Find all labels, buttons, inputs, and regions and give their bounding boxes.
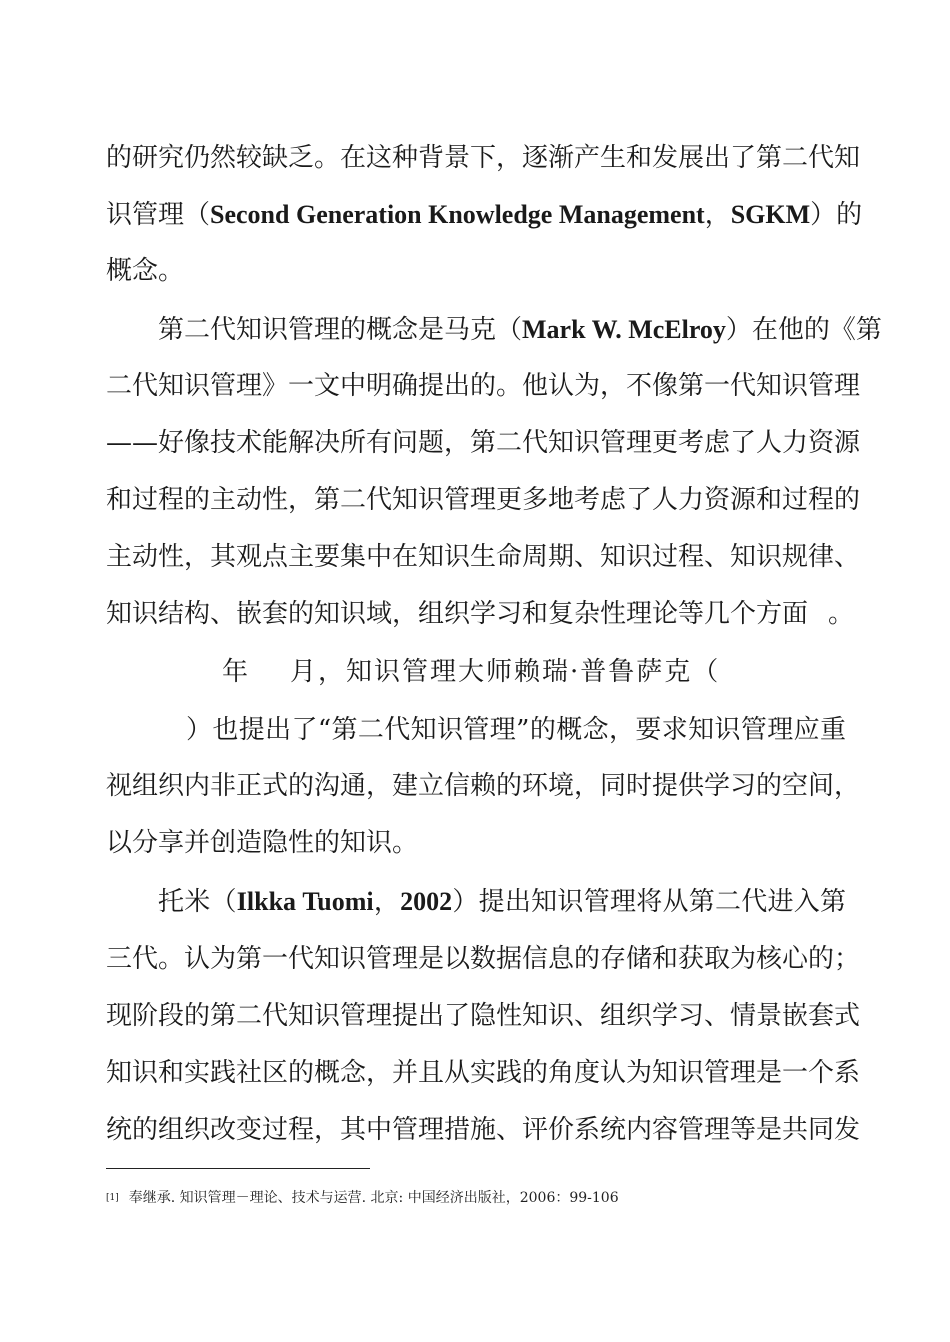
text-segment: ）提出知识管理将从第二代进入第 [452,887,846,917]
person-name: Mark W. McElroy [522,315,726,344]
footnote-marker: [1] [106,1193,119,1203]
text-segment: ， [704,200,731,230]
text-line-5: 二代知识管理》一文中明确提出的。他认为，不像第一代知识管理 [106,371,861,401]
text-segment: 。 [828,599,855,629]
text-line-10 [222,647,742,697]
text-segment: 年 [222,657,251,687]
acronym-term: SGKM [730,200,811,229]
text-line-9 [106,589,855,639]
footnote [106,1188,619,1208]
text-line-1: 的研究仍然较缺乏。在这种背景下，逐渐产生和发展出了第二代知 [106,143,861,173]
year: 2002 [400,887,453,916]
text-line-4 [158,305,882,355]
text-line-8: 主动性，其观点主要集中在知识生命周期、知识过程、知识规律、 [106,542,861,572]
text-line-17: 知识和实践社区的概念，并且从实践的角度认为知识管理是一个系 [106,1058,861,1088]
text-line-12: 视组织内非正式的沟通，建立信赖的环境，同时提供学习的空间， [106,771,861,801]
text-segment: ）在他的《第 [725,315,882,345]
text-segment: 知识结构、嵌套的知识域，组织学习和复杂性理论等几个方面 [106,599,809,629]
person-name: Ilkka Tuomi [236,887,374,916]
text-line-15: 三代。认为第一代知识管理是以数据信息的存储和获取为核心的； [106,944,861,974]
text-segment: 识管理（ [106,200,211,230]
text-line-2 [106,190,863,240]
text-segment: 第二代知识管理的概念是马克（ [158,315,523,345]
text-line-6: ——好像技术能解决所有问题，第二代知识管理更考虑了人力资源 [106,428,861,458]
text-segment: 托米（ [158,887,237,917]
text-line-14 [158,877,846,927]
text-line-18: 统的组织改变过程，其中管理措施、评价系统内容管理等是共同发 [106,1115,861,1145]
text-segment: ， [373,887,401,917]
footnote-divider [106,1168,370,1169]
footnote-text: 奉继承. 知识管理－理论、技术与运营. 北京: 中国经济出版社，2006：99-106 [128,1190,619,1206]
text-segment: ）的 [810,200,863,230]
text-line-7: 和过程的主动性，第二代知识管理更多地考虑了人力资源和过程的 [106,485,861,515]
text-line-13: 以分享并创造隐性的知识。 [106,828,419,858]
text-line-3: 概念。 [106,256,185,286]
text-segment: 月，知识管理大师赖瑞·普鲁萨克（ [290,657,721,687]
english-term: Second Generation Knowledge Management [210,200,705,229]
text-line-11: ）也提出了“第二代知识管理”的概念，要求知识管理应重 [186,715,846,745]
text-line-16: 现阶段的第二代知识管理提出了隐性知识、组织学习、情景嵌套式 [106,1001,861,1031]
